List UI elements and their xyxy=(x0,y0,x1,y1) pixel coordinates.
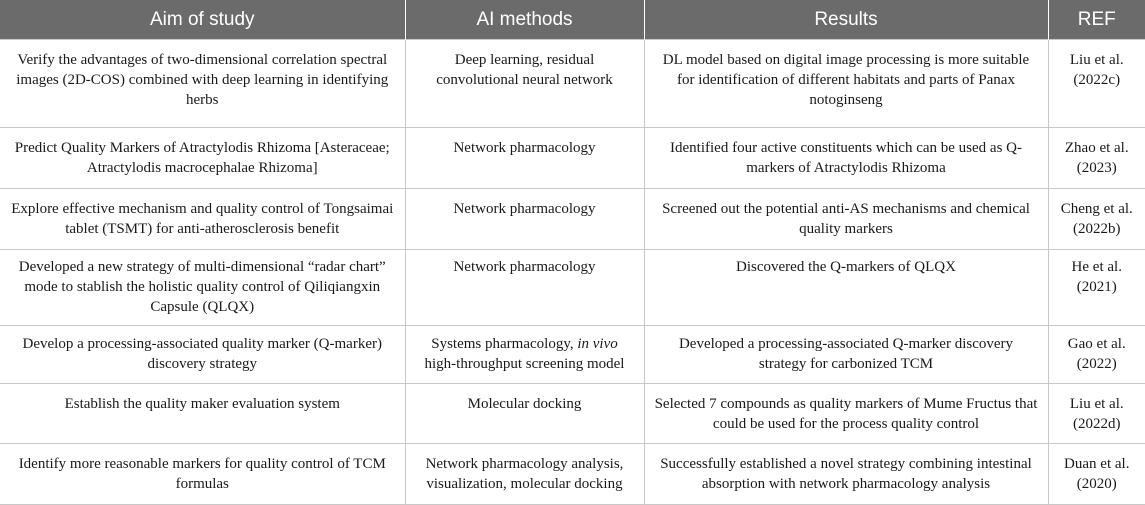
table-row xyxy=(0,250,1145,326)
cell-methods: Deep learning, residual convolutional neural network xyxy=(405,40,644,128)
table-row xyxy=(0,326,1145,384)
cell-results: Discovered the Q-markers of QLQX xyxy=(644,250,1048,326)
cell-methods: Network pharmacology xyxy=(405,250,644,326)
cell-methods xyxy=(405,326,644,384)
cell-results: Selected 7 compounds as quality markers of Mume Fructus that could be used for the process quality control xyxy=(644,384,1048,444)
cell-aim: Developed a new strategy of multi-dimensional “radar chart” mode to stablish the holistic quality control of Qiliqiangxin Capsule (QLQX) xyxy=(0,250,405,326)
cell-results: Screened out the potential anti-AS mechanisms and chemical quality markers xyxy=(644,189,1048,250)
cell-results: Developed a processing-associated Q-marker discovery strategy for carbonized TCM xyxy=(644,326,1048,384)
methods-text-italic: in vivo xyxy=(577,336,618,352)
cell-aim: Identify more reasonable markers for quality control of TCM formulas xyxy=(0,444,405,505)
methods-text-pre: Systems pharmacology, xyxy=(431,336,578,352)
cell-aim: Establish the quality maker evaluation system xyxy=(0,384,405,444)
header-ref: REF xyxy=(1048,0,1145,40)
table-row xyxy=(0,444,1145,505)
cell-ref: Zhao et al. (2023) xyxy=(1048,128,1145,189)
cell-ref: Liu et al. (2022d) xyxy=(1048,384,1145,444)
cell-aim: Predict Quality Markers of Atractylodis Rhizoma [Asteraceae; Atractylodis macrocephalae Rhizoma] xyxy=(0,128,405,189)
header-results: Results xyxy=(644,0,1048,40)
cell-methods: Molecular docking xyxy=(405,384,644,444)
table-row xyxy=(0,384,1145,444)
methods-text-post: high-throughput screening model xyxy=(424,356,625,372)
header-ai-methods: AI methods xyxy=(405,0,644,40)
cell-aim: Develop a processing-associated quality marker (Q-marker) discovery strategy xyxy=(0,326,405,384)
cell-aim: Explore effective mechanism and quality control of Tongsaimai tablet (TSMT) for anti-atherosclerosis benefit xyxy=(0,189,405,250)
table-body xyxy=(0,40,1145,505)
cell-results: Identified four active constituents which can be used as Q-markers of Atractylodis Rhizoma xyxy=(644,128,1048,189)
cell-ref: Duan et al. (2020) xyxy=(1048,444,1145,505)
cell-methods: Network pharmacology xyxy=(405,189,644,250)
table-header xyxy=(0,0,1145,40)
cell-methods: Network pharmacology analysis, visualization, molecular docking xyxy=(405,444,644,505)
table-row xyxy=(0,189,1145,250)
cell-ref: He et al. (2021) xyxy=(1048,250,1145,326)
cell-results: Successfully established a novel strategy combining intestinal absorption with network pharmacology analysis xyxy=(644,444,1048,505)
header-aim-of-study: Aim of study xyxy=(0,0,405,40)
table-row xyxy=(0,128,1145,189)
cell-ref: Cheng et al. (2022b) xyxy=(1048,189,1145,250)
header-row xyxy=(0,0,1145,40)
cell-results: DL model based on digital image processing is more suitable for identification of different habitats and parts of Panax notoginseng xyxy=(644,40,1048,128)
cell-aim: Verify the advantages of two-dimensional correlation spectral images (2D-COS) combined with deep learning in identifying herbs xyxy=(0,40,405,128)
cell-methods: Network pharmacology xyxy=(405,128,644,189)
table-row xyxy=(0,40,1145,128)
cell-ref: Gao et al. (2022) xyxy=(1048,326,1145,384)
cell-ref: Liu et al. (2022c) xyxy=(1048,40,1145,128)
